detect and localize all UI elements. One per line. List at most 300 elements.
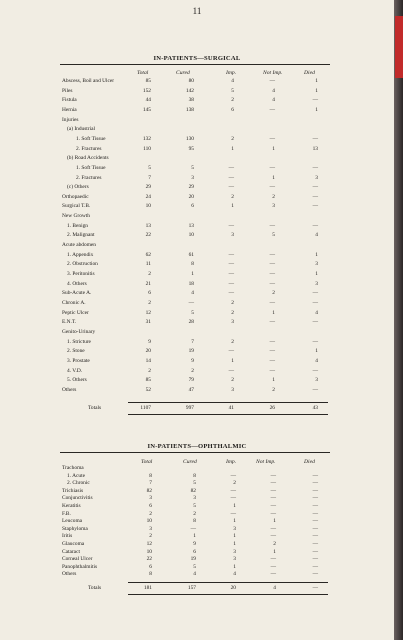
surgical-header-not-imp: Not Imp. [263, 70, 283, 76]
table-row [0, 135, 394, 143]
cell-died: — [312, 548, 318, 555]
cell-total: 6 [148, 290, 151, 297]
cell-total: 31 [145, 319, 151, 326]
cell-imp: 2 [231, 377, 234, 384]
cell-total: 9 [148, 338, 151, 345]
cell-not-imp: 1 [272, 145, 275, 152]
totals-cured: 997 [185, 405, 194, 411]
table-row [0, 174, 394, 182]
cell-not-imp: — [269, 348, 275, 355]
cell-cured: 1 [191, 271, 194, 277]
row-label: Keratitis [62, 503, 81, 509]
row-label: Staphyloma [62, 525, 88, 532]
cell-died: 3 [315, 280, 318, 287]
table-row [0, 357, 394, 365]
cell-imp: 2 [231, 97, 234, 104]
row-label: Hernia [62, 106, 77, 113]
row-label: Corneal Ulcer [62, 556, 93, 563]
cell-total: 110 [143, 145, 151, 152]
cell-cured: 6 [193, 548, 196, 555]
cell-cured: 38 [188, 97, 194, 104]
page-number: 11 [192, 6, 202, 16]
row-label: Genito-Urinary [62, 328, 96, 335]
totals-died: 43 [312, 405, 318, 411]
cell-total: 13 [145, 222, 151, 229]
cell-total: 8 [149, 472, 152, 479]
cell-died: — [312, 518, 318, 525]
cell-not-imp: — [270, 533, 276, 540]
cell-not-imp: — [270, 503, 276, 509]
cell-not-imp: 3 [272, 203, 275, 210]
cell-not-imp: — [269, 106, 275, 113]
cell-cured: 7 [191, 338, 194, 345]
ophthalmic-section-title: IN-PATIENTS—OPHTHALMIC [147, 443, 247, 450]
cell-died: — [312, 367, 318, 374]
cell-not-imp: — [269, 261, 275, 268]
cell-not-imp: — [270, 556, 276, 563]
cell-imp: — [228, 367, 234, 374]
surgical-section-title: IN-PATIENTS—SURGICAL [153, 55, 241, 62]
cell-died: — [312, 480, 318, 487]
row-label: Surgical T.B. [62, 203, 91, 210]
ophthalmic-header-total: Total [141, 459, 153, 465]
cell-total: 10 [146, 548, 152, 555]
cell-died: — [312, 135, 318, 142]
cell-died: — [312, 472, 318, 479]
cell-imp: 4 [233, 571, 236, 578]
cell-cured: 5 [193, 503, 196, 509]
cell-died: — [312, 563, 318, 570]
table-row [0, 376, 394, 384]
row-label: 4. Others [67, 280, 87, 287]
totals-label: Totals [88, 585, 102, 591]
row-label: Acute abdomen [62, 242, 96, 249]
cell-died: 1 [315, 348, 318, 355]
row-label: Trichiasis [62, 487, 84, 494]
table-row [0, 222, 394, 230]
row-label: Iritis [62, 533, 73, 540]
cell-not-imp: 5 [272, 232, 275, 239]
table-row [0, 212, 394, 220]
cell-cured: — [188, 299, 194, 306]
totals-not-imp: 4 [273, 585, 276, 591]
cell-cured: 5 [193, 563, 196, 570]
cell-total: 20 [145, 348, 151, 355]
totals-not-imp: 26 [269, 405, 275, 411]
cell-imp: 1 [231, 357, 234, 364]
cell-total: 2 [148, 271, 151, 277]
cell-total: 11 [145, 261, 151, 268]
cell-not-imp: 1 [272, 309, 275, 316]
row-label: Others [62, 386, 77, 393]
cell-imp: 4 [231, 78, 234, 84]
cell-cured: 8 [193, 472, 196, 479]
cell-imp: 2 [231, 309, 234, 316]
cell-imp: — [228, 184, 234, 191]
row-label: (c) Others [67, 184, 89, 191]
cell-not-imp: — [270, 525, 276, 532]
row-label: 2. Malignant [67, 232, 95, 239]
cell-imp: — [228, 290, 234, 297]
cell-died: 1 [315, 271, 318, 277]
cell-died: — [312, 184, 318, 191]
cell-total: 3 [149, 495, 152, 502]
table-row [0, 145, 394, 153]
cell-total: 22 [145, 232, 151, 239]
cell-imp: — [228, 271, 234, 277]
cell-died: — [312, 222, 318, 229]
cell-total: 62 [145, 251, 151, 258]
table-row [0, 338, 394, 346]
cell-died: — [312, 299, 318, 306]
cell-died: — [312, 203, 318, 210]
cell-cured: 6 [191, 203, 194, 210]
table-row [0, 241, 394, 249]
table-row [0, 116, 394, 124]
row-label: Sub-Acute A. [62, 290, 92, 297]
row-label: Abscess, Boil and Ulcer [62, 78, 115, 84]
row-label: 2. Fractures [76, 174, 102, 181]
cell-not-imp: — [269, 280, 275, 287]
cell-cured: 18 [188, 280, 194, 287]
cell-imp: — [228, 164, 234, 171]
cell-imp: 5 [231, 87, 234, 94]
cell-total: 2 [148, 299, 151, 306]
ophthalmic-header-imp: Imp. [226, 459, 237, 465]
row-label: 2. Fractures [76, 145, 102, 152]
cell-total: 5 [148, 164, 151, 171]
cell-total: 10 [145, 203, 151, 210]
cell-not-imp: 1 [273, 518, 276, 525]
cell-not-imp: — [270, 571, 276, 578]
cell-not-imp: — [269, 135, 275, 142]
cell-cured: 8 [193, 518, 196, 525]
totals-imp: 41 [228, 405, 234, 411]
cell-not-imp: — [269, 299, 275, 306]
table-row [0, 77, 394, 85]
cell-cured: 82 [190, 487, 196, 494]
ophthalmic-totals-rule-bottom [128, 594, 328, 595]
cell-died: — [312, 571, 318, 578]
table-row [0, 87, 394, 95]
cell-not-imp: 1 [273, 548, 276, 555]
table-row [0, 280, 394, 288]
ophthalmic-header-cured: Cured [183, 459, 197, 465]
surgical-totals-row [0, 404, 394, 412]
cell-cured: 79 [188, 377, 194, 384]
cell-imp: 6 [231, 106, 234, 113]
cell-imp: 1 [233, 541, 236, 547]
cell-not-imp: 2 [272, 193, 275, 200]
table-row [0, 347, 394, 355]
cell-died: 3 [315, 174, 318, 181]
cell-cured: 8 [191, 261, 194, 268]
row-label: 2. Obstruction [67, 261, 98, 268]
cell-total: 3 [149, 525, 152, 532]
row-label: Fistula [62, 97, 77, 104]
cell-imp: — [228, 348, 234, 355]
cell-not-imp: — [270, 472, 276, 479]
cell-cured: 61 [188, 251, 194, 258]
cell-total: 82 [146, 487, 152, 494]
table-row [0, 328, 394, 336]
row-label: Cataract [62, 548, 80, 555]
row-label: 5. Others [67, 377, 87, 384]
row-label: (a) Industrial [67, 126, 95, 133]
cell-total: 2 [149, 533, 152, 540]
cell-not-imp: 4 [272, 87, 275, 94]
table-row [0, 270, 394, 278]
cell-cured: 4 [191, 290, 194, 297]
cell-not-imp: — [269, 357, 275, 364]
cell-total: 6 [149, 563, 152, 570]
row-label: 1. Stricture [67, 338, 91, 345]
row-label: E.N.T. [62, 319, 77, 326]
row-label: F.B. [62, 510, 71, 517]
row-label: 1. Acute [67, 472, 85, 479]
cell-total: 152 [142, 87, 151, 94]
cell-imp: — [230, 487, 236, 494]
cell-total: 132 [142, 135, 151, 142]
row-label: 1. Soft Tissue [76, 135, 106, 142]
cell-imp: 3 [233, 525, 236, 532]
cell-cured: 3 [191, 174, 194, 181]
totals-died: — [312, 585, 318, 591]
table-row [0, 309, 394, 317]
cell-cured: 80 [188, 78, 194, 84]
totals-imp: 20 [230, 585, 236, 591]
cell-died: — [312, 533, 318, 540]
cell-imp: — [228, 280, 234, 287]
row-label: Chronic A. [62, 299, 86, 306]
row-label: Piles [62, 87, 73, 94]
cell-died: — [312, 290, 318, 297]
row-label: Injuries [62, 116, 79, 123]
cell-total: 2 [148, 367, 151, 374]
table-row [0, 318, 394, 326]
cell-total: 12 [146, 541, 152, 547]
cell-cured: 5 [191, 309, 194, 316]
cell-not-imp: 2 [273, 541, 276, 547]
cell-cured: 1 [193, 533, 196, 540]
cell-died: — [312, 503, 318, 509]
cell-not-imp: 1 [272, 377, 275, 384]
cell-cured: 95 [188, 145, 194, 152]
cell-died: — [312, 556, 318, 563]
row-label: 3. Prostate [67, 357, 90, 364]
ophthalmic-title-rule [60, 452, 330, 453]
cell-imp: 1 [233, 563, 236, 570]
cell-cured: 130 [185, 135, 194, 142]
cell-died: — [312, 193, 318, 200]
table-row [0, 289, 394, 297]
cell-not-imp: — [270, 495, 276, 502]
cell-died: — [312, 97, 318, 104]
table-row [0, 164, 394, 172]
row-label: 1. Appendix [67, 251, 94, 258]
ophthalmic-header-not-imp: Not Imp. [256, 459, 276, 465]
cell-imp: 1 [231, 145, 234, 152]
cell-not-imp: — [269, 338, 275, 345]
totals-total: 1107 [140, 405, 151, 411]
totals-cured: 157 [187, 585, 196, 591]
cell-imp: 3 [233, 556, 236, 563]
cell-not-imp: — [269, 222, 275, 229]
table-row [0, 231, 394, 239]
cell-cured: 47 [188, 386, 194, 393]
cell-cured: 138 [185, 106, 194, 113]
cell-imp: — [230, 472, 236, 479]
table-row [0, 202, 394, 210]
cell-cured: 5 [191, 164, 194, 171]
surgical-header-total: Total [137, 70, 149, 76]
cell-total: 2 [149, 510, 152, 517]
cell-cured: 4 [193, 571, 196, 578]
cell-imp: 1 [231, 203, 234, 210]
cell-died: 4 [315, 232, 318, 239]
cell-died: — [312, 386, 318, 393]
cell-cured: 28 [188, 319, 194, 326]
cell-died: — [312, 541, 318, 547]
cell-not-imp: 1 [272, 174, 275, 181]
cell-imp: — [228, 251, 234, 258]
cell-died: 4 [315, 309, 318, 316]
surgical-title-rule [60, 64, 330, 65]
cell-cured: 13 [188, 222, 194, 229]
cell-not-imp: 2 [272, 386, 275, 393]
cell-not-imp: — [270, 510, 276, 517]
cell-cured: 2 [193, 510, 196, 517]
row-label: Peptic Ulcer [62, 309, 89, 316]
cell-imp: — [228, 174, 234, 181]
cell-not-imp: — [269, 367, 275, 374]
surgical-header-imp: Imp. [226, 70, 237, 76]
cell-imp: 3 [233, 548, 236, 555]
cell-died: 1 [315, 106, 318, 113]
cell-imp: 2 [231, 135, 234, 142]
totals-total: 181 [143, 585, 152, 591]
cell-not-imp: 4 [272, 97, 275, 104]
cell-imp: — [228, 261, 234, 268]
table-row [0, 183, 394, 191]
table-row [0, 260, 394, 268]
row-label: Others [62, 571, 77, 578]
totals-label: Totals [88, 405, 102, 411]
table-row [0, 386, 394, 394]
table-row [0, 570, 394, 578]
cell-died: 13 [312, 145, 318, 152]
row-label: 1. Benign [67, 222, 88, 229]
cell-cured: 142 [185, 87, 194, 94]
surgical-header-died: Died [304, 70, 315, 76]
row-label: Glaucoma [62, 541, 85, 547]
cell-imp: 2 [231, 299, 234, 306]
cell-imp: 1 [233, 503, 236, 509]
cell-total: 8 [149, 571, 152, 578]
cell-total: 21 [145, 280, 151, 287]
cell-cured: — [190, 525, 196, 532]
cell-total: 44 [145, 97, 151, 104]
cell-not-imp: — [269, 184, 275, 191]
cell-imp: 2 [231, 193, 234, 200]
cell-total: 6 [149, 503, 152, 509]
table-row [0, 251, 394, 259]
cell-died: — [312, 525, 318, 532]
cell-total: 85 [145, 78, 151, 84]
cell-imp: 2 [231, 338, 234, 345]
cell-died: 1 [315, 78, 318, 84]
table-row [0, 125, 394, 133]
cell-not-imp: — [269, 271, 275, 277]
row-label: Orthopaedic [62, 193, 89, 200]
row-label: 3. Peritonitis [67, 271, 95, 277]
cell-total: 14 [145, 357, 151, 364]
cell-total: 29 [145, 184, 151, 191]
cell-cured: 9 [193, 541, 196, 547]
cell-died: — [312, 319, 318, 326]
cell-died: — [312, 495, 318, 502]
ophthalmic-totals-rule-top [128, 582, 328, 583]
cell-not-imp: 2 [272, 290, 275, 297]
cell-not-imp: — [269, 164, 275, 171]
cell-cured: 19 [188, 348, 194, 355]
cell-imp: 3 [231, 386, 234, 393]
cell-died: 3 [315, 377, 318, 384]
table-row [0, 154, 394, 162]
cell-total: 10 [146, 518, 152, 525]
cell-cured: 19 [190, 556, 196, 563]
cell-total: 52 [145, 386, 151, 393]
cell-imp: 1 [233, 518, 236, 525]
row-label: Trachoma [62, 465, 84, 471]
cell-not-imp: — [270, 487, 276, 494]
row-label: 2. Chronic [67, 480, 90, 487]
cell-not-imp: — [270, 563, 276, 570]
cell-imp: 1 [233, 533, 236, 540]
cell-died: — [312, 487, 318, 494]
row-label: New Growth [62, 213, 90, 220]
cell-died: — [312, 164, 318, 171]
cell-cured: 3 [193, 495, 196, 502]
cell-imp: — [230, 495, 236, 502]
bookmark-tab [395, 16, 403, 78]
row-label: 1. Soft Tissue [76, 164, 106, 171]
table-row [0, 299, 394, 307]
cell-not-imp: — [269, 78, 275, 84]
row-label: Leucoma [62, 518, 83, 525]
cell-cured: 10 [188, 232, 194, 239]
ophthalmic-header-died: Died [304, 459, 315, 465]
surgical-header-cured: Cured [176, 70, 190, 76]
cell-cured: 2 [191, 367, 194, 374]
cell-died: — [312, 510, 318, 517]
cell-not-imp: — [270, 480, 276, 487]
cell-imp: — [228, 222, 234, 229]
surgical-totals-rule-bottom [128, 414, 328, 415]
row-label: Panophthalmitis [62, 563, 98, 570]
row-label: Conjunctivitis [62, 495, 93, 502]
table-row [0, 96, 394, 104]
cell-total: 22 [146, 556, 152, 563]
table-row [0, 193, 394, 201]
cell-imp: 3 [231, 319, 234, 326]
cell-cured: 29 [188, 184, 194, 191]
ophthalmic-totals-row [0, 584, 394, 592]
cell-total: 7 [149, 480, 152, 487]
cell-total: 7 [148, 174, 151, 181]
cell-died: — [312, 338, 318, 345]
cell-cured: 5 [193, 480, 196, 487]
